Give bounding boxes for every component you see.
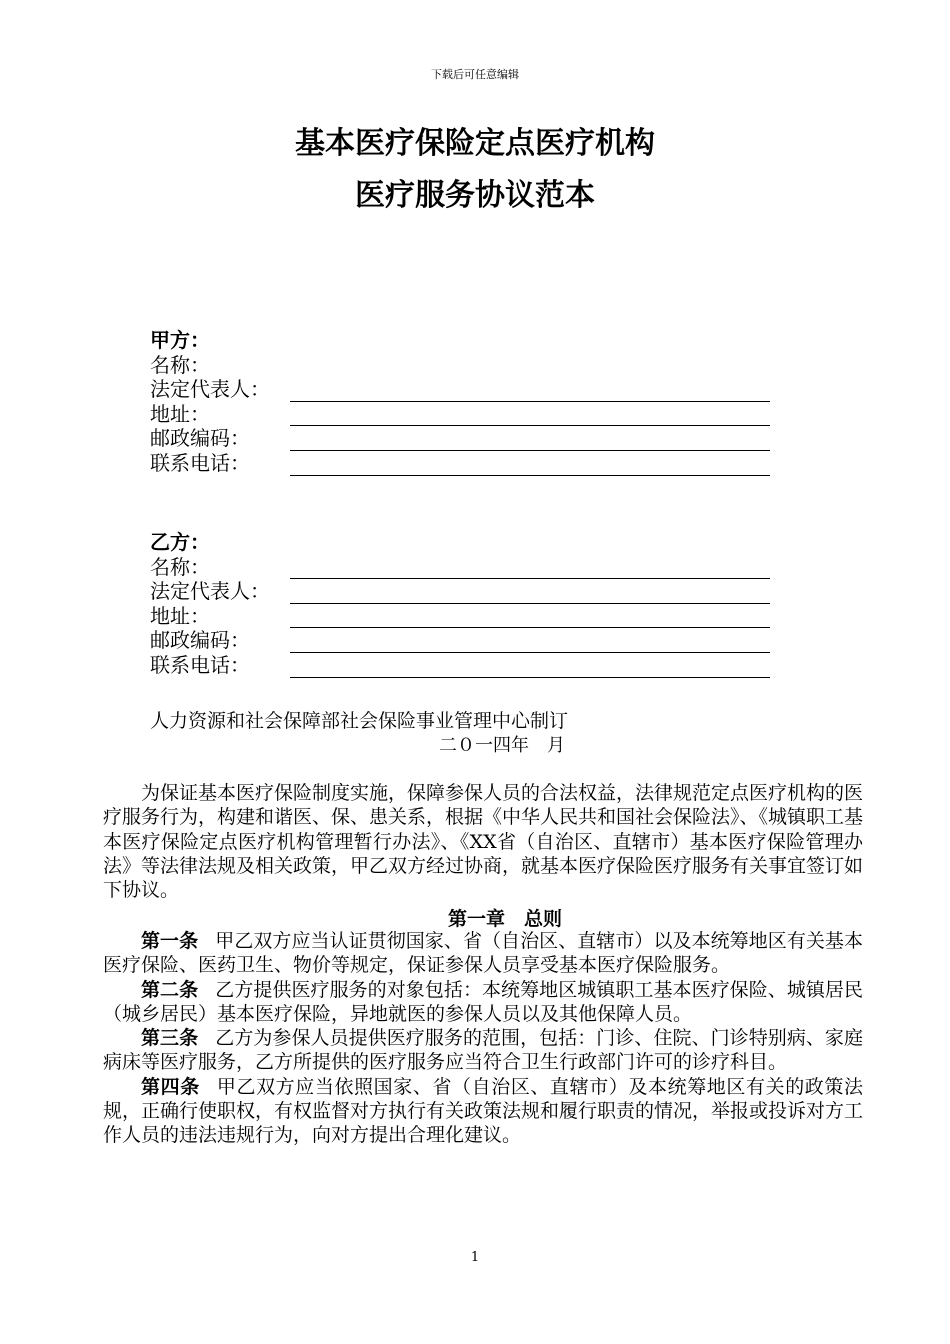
chapter-heading: 第一章 总则: [447, 908, 562, 930]
party-b-postcode-row: [150, 628, 790, 653]
party-b-heading: 乙方：: [150, 530, 210, 554]
preamble: [103, 781, 863, 902]
document-title-line-2: 医疗服务协议范本: [355, 178, 595, 213]
party-b-block: [150, 530, 790, 678]
party-a-name-label: 名称：: [150, 352, 210, 377]
issuer-line: 人力资源和社会保障部社会保险事业管理中心制订: [150, 710, 569, 732]
article-3: [103, 1026, 863, 1075]
article-2: [103, 978, 863, 1027]
party-a-postcode-label: 邮政编码：: [150, 426, 250, 451]
article-2-number: 第二条: [141, 978, 199, 1001]
party-b-postcode-label: 邮政编码：: [150, 628, 250, 653]
preamble-paragraph: 为保证基本医疗保险制度实施，保障参保人员的合法权益，法律规范定点医疗机构的医疗服务行为，构建和谐医、保、患关系，根据《中华人民共和国社会保险法》、《城镇职工基本医疗保险定点医疗机构管理暂行办法》、《XX省（自治区、直辖市）基本医疗保险管理办法》等法律法规及相关政策，甲乙双方经过协商，就基本医疗保险医疗服务有关事宜签订如下协议。: [103, 782, 864, 902]
party-a-name-row: [150, 353, 790, 378]
party-a-postcode-field[interactable]: [290, 431, 770, 451]
article-3-number: 第三条: [141, 1027, 199, 1050]
party-b-phone-row: [150, 653, 790, 678]
party-a-phone-field[interactable]: [290, 456, 770, 476]
document-title-line-1: 基本医疗保险定点医疗机构: [295, 126, 655, 161]
article-4-text: 甲乙双方应当依照国家、省（自治区、直辖市）及本统筹地区有关的政策法规，正确行使职权，有权监督对方执行有关政策法规和履行职责的情况，举报或投诉对方工作人员的违法违规行为，向对方提出合理化建议。: [103, 1075, 864, 1147]
party-a-postcode-row: [150, 426, 790, 451]
articles-list: [103, 929, 863, 1148]
party-b-rep-label: 法定代表人：: [150, 579, 270, 604]
party-a-address-field[interactable]: [290, 406, 770, 426]
party-b-phone-label: 联系电话：: [150, 652, 250, 677]
article-1: [103, 929, 863, 978]
party-b-name-field[interactable]: [290, 559, 770, 579]
party-b-address-label: 地址：: [150, 603, 210, 628]
article-4: [103, 1075, 863, 1148]
party-a-address-row: [150, 402, 790, 427]
party-a-address-label: 地址：: [150, 401, 210, 426]
header-note: 下载后可任意编辑: [431, 68, 519, 81]
party-b-postcode-field[interactable]: [290, 633, 770, 653]
party-a-rep-label: 法定代表人：: [150, 377, 270, 402]
article-1-number: 第一条: [141, 930, 199, 952]
party-a-rep-row: [150, 377, 790, 402]
party-a-name-field[interactable]: [290, 358, 770, 377]
issue-date: 二０一四年 月: [439, 735, 565, 756]
article-1-text: 甲乙双方应当认证贯彻国家、省（自治区、直辖市）以及本统筹地区有关基本医疗保险、医药卫生、物价等规定，保证参保人员享受基本医疗保险服务。: [103, 930, 863, 977]
party-b-name-row: [150, 555, 790, 580]
party-b-address-field[interactable]: [290, 608, 770, 628]
party-a-heading: 甲方：: [150, 328, 210, 352]
party-b-name-label: 名称：: [150, 554, 210, 579]
party-a-phone-row: [150, 451, 790, 476]
party-a-phone-label: 联系电话：: [150, 450, 250, 475]
page-number: 1: [470, 1250, 480, 1265]
party-b-address-row: [150, 604, 790, 629]
party-b-rep-field[interactable]: [290, 584, 770, 604]
party-b-rep-row: [150, 579, 790, 604]
article-4-number: 第四条: [141, 1075, 200, 1098]
party-b-phone-field[interactable]: [290, 658, 770, 678]
party-a-rep-field[interactable]: [290, 382, 770, 402]
article-3-text: 乙方为参保人员提供医疗服务的范围，包括：门诊、住院、门诊特别病、家庭病床等医疗服务，乙方所提供的医疗服务应当符合卫生行政部门许可的诊疗科目。: [103, 1027, 863, 1074]
party-a-block: [150, 328, 790, 476]
article-2-text: 乙方提供医疗服务的对象包括：本统筹地区城镇职工基本医疗保险、城镇居民（城乡居民）基本医疗保险，异地就医的参保人员以及其他保障人员。: [103, 978, 863, 1025]
